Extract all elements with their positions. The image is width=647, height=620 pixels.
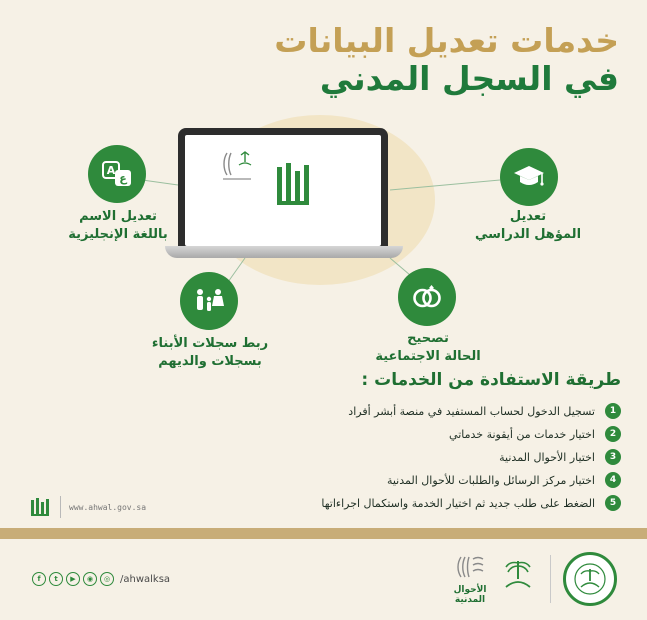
graduation-cap-icon (512, 160, 546, 194)
instagram-icon[interactable]: ◎ (100, 572, 114, 586)
bottom-logos (442, 552, 617, 606)
step-number: 1 (605, 403, 621, 419)
gold-band (0, 528, 647, 539)
service-education-line-2: المؤهل الدراسي (474, 227, 582, 243)
service-family-line-1: ربط سجلات الأبناء (151, 336, 269, 351)
family-icon (192, 284, 226, 318)
footer-separator (60, 496, 61, 518)
footer-absher (30, 496, 146, 518)
service-english-name-label (58, 208, 178, 244)
social-handle[interactable]: /ahwalksa (120, 573, 171, 585)
saudi-emblem (498, 557, 538, 601)
step-text: اختيار خدمات من أيقونة خدماتي (449, 427, 595, 441)
step-text: الضغط على طلب جديد ثم اختيار الخدمة واستكمال اجراءاتها (321, 496, 595, 510)
service-education-line-1: تعديل (509, 209, 547, 224)
svg-text:ع: ع (119, 172, 127, 185)
snapchat-icon[interactable]: ◉ (83, 572, 97, 586)
steps-list (171, 400, 621, 515)
step-item (171, 446, 621, 468)
step-text: تسجيل الدخول لحساب المستفيد في منصة أبشر أفراد (348, 404, 595, 418)
step-number: 2 (605, 426, 621, 442)
service-education-label (468, 208, 588, 244)
laptop-base (165, 246, 403, 258)
service-family-circle (180, 272, 238, 330)
facebook-icon[interactable]: f (32, 572, 46, 586)
service-english-name-line-2: باللغة الإنجليزية (68, 227, 168, 243)
service-marital-label (368, 330, 488, 366)
absher-logo-icon (30, 496, 52, 518)
ahwal-emblem-icon (455, 553, 485, 581)
ahwal-small-logo-icon (219, 149, 255, 183)
service-family-label (148, 335, 272, 371)
ahwal-caption: الأحوال المدنية (453, 585, 487, 605)
service-english-name-line-1: تعديل الاسم (79, 209, 157, 224)
laptop-display (185, 135, 381, 246)
service-english-name-circle (88, 145, 146, 203)
palm-swords-icon (501, 557, 535, 597)
title-line-2: في السجل المدني (319, 58, 619, 98)
service-marital-line-2: الحالة الاجتماعية (375, 349, 481, 365)
title-line-1: خدمات تعديل البيانات (274, 21, 619, 60)
ahwal-logo (442, 553, 498, 605)
social-links (32, 572, 170, 586)
ministry-seal (563, 552, 617, 606)
service-marital-circle (398, 268, 456, 326)
absher-logo-icon (273, 161, 315, 209)
step-number: 4 (605, 472, 621, 488)
svg-text:A: A (106, 164, 116, 177)
step-text: اختيار مركز الرسائل والطلبات للأحوال المدنية (386, 473, 595, 487)
step-item (171, 492, 621, 514)
step-number: 5 (605, 495, 621, 511)
service-education-circle (500, 148, 558, 206)
laptop-screen (178, 128, 388, 246)
service-marital-line-1: تصحيح (407, 331, 449, 346)
youtube-icon[interactable]: ▶ (66, 572, 80, 586)
website-link[interactable]: www.ahwal.gov.sa (69, 502, 147, 512)
step-item (171, 423, 621, 445)
language-icon (100, 157, 134, 191)
service-family-line-2: بسجلات والديهم (158, 354, 262, 370)
step-text: اختيار الأحوال المدنية (499, 450, 595, 464)
ministry-emblem-icon (572, 561, 608, 597)
step-item (171, 469, 621, 491)
twitter-icon[interactable]: t (49, 572, 63, 586)
rings-icon (410, 280, 444, 314)
steps-title: طريقة الاستفادة من الخدمات : (361, 370, 621, 390)
step-number: 3 (605, 449, 621, 465)
logo-separator (550, 555, 551, 603)
step-item (171, 400, 621, 422)
